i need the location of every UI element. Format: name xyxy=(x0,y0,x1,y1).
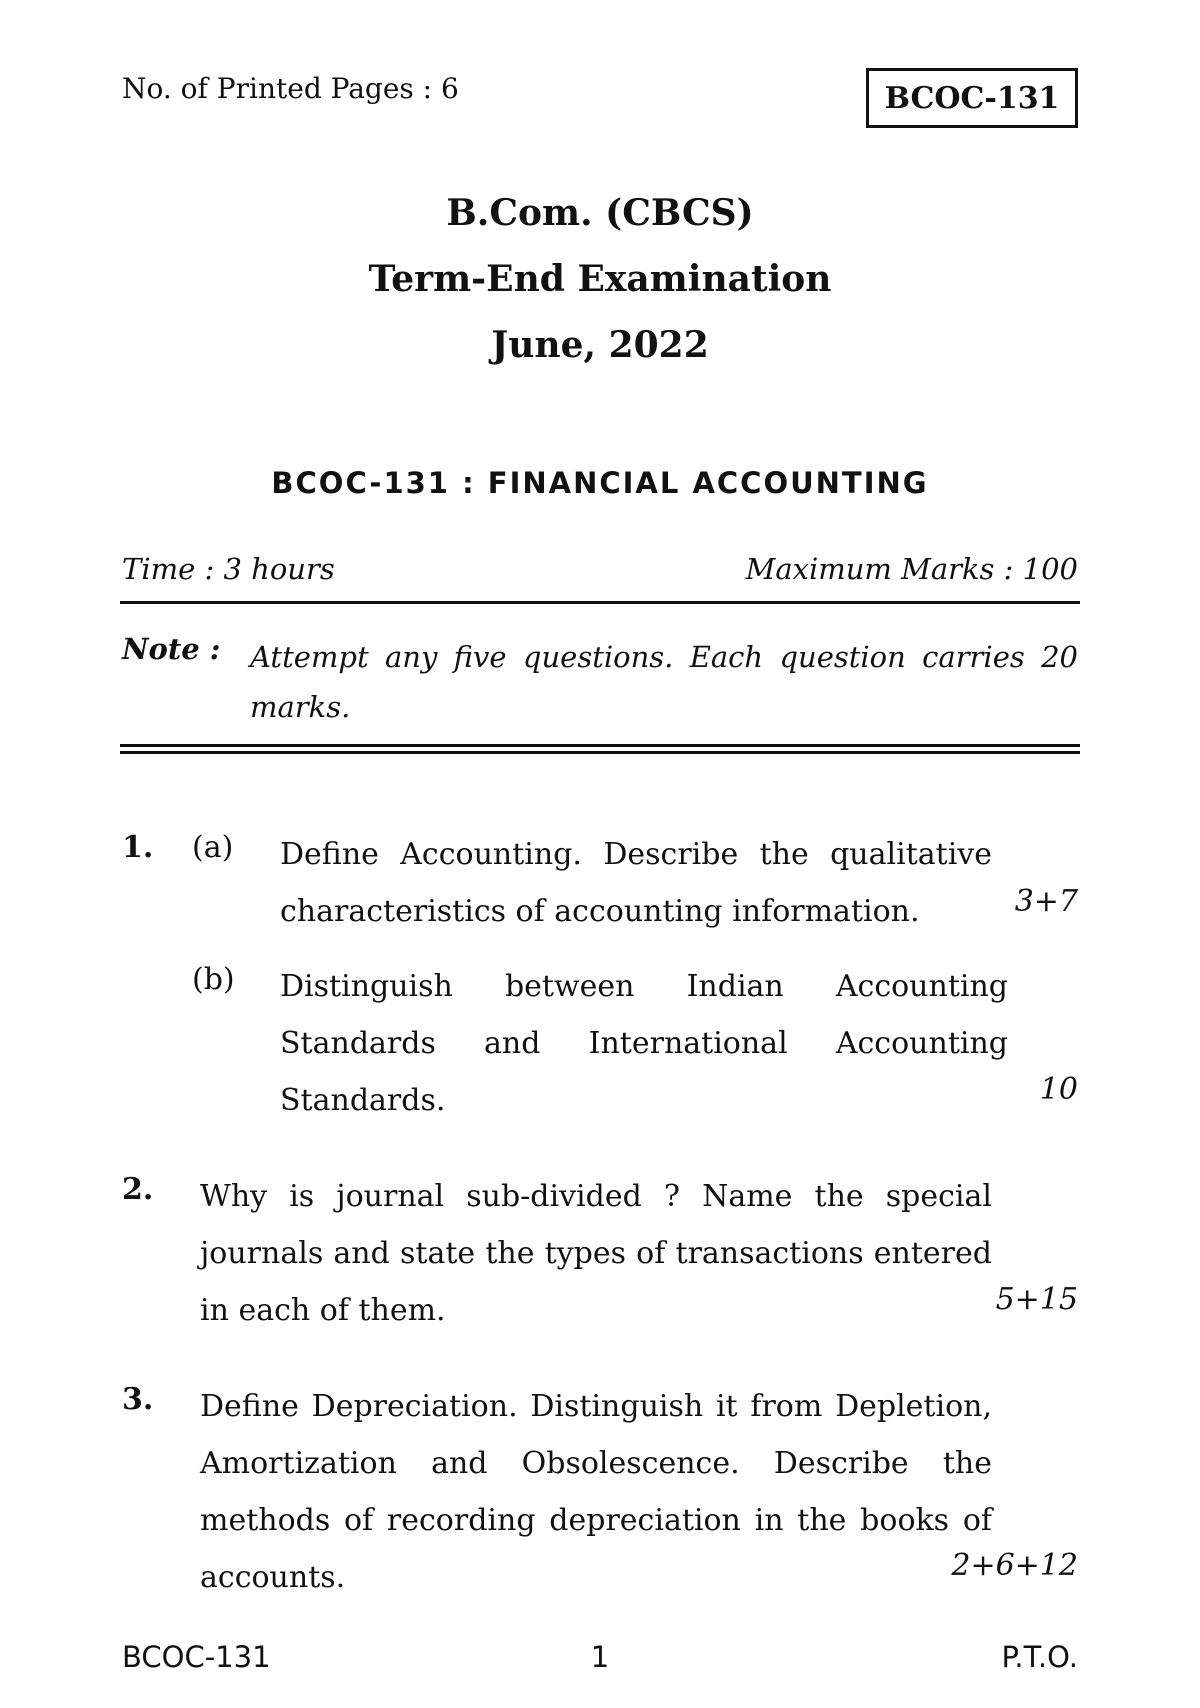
session-title: June, 2022 xyxy=(491,324,709,366)
paper-code-box: BCOC-131 xyxy=(866,68,1078,128)
question-text: Define Accounting. Describe the qualitative characteristics of accounting information. xyxy=(280,837,992,929)
question-marks: 5+15 xyxy=(995,1282,1078,1317)
footer-pto: P.T.O. xyxy=(1001,1640,1078,1674)
subquestion-label: (b) xyxy=(192,962,235,997)
footer-paper-code: BCOC-131 xyxy=(122,1640,271,1674)
question-text: Define Depreciation. Distinguish it from Depletion, Amortization and Obsolescence. Describe the methods of recording depreciation in the books of accounts. xyxy=(200,1389,992,1595)
question-marks: 10 xyxy=(1039,1072,1078,1107)
header-divider xyxy=(120,601,1080,604)
question-text: Distinguish between Indian Accounting Standards and International Accounting Standards. xyxy=(280,969,1008,1118)
question-number: 1. xyxy=(122,830,154,865)
question-marks: 3+7 xyxy=(1014,884,1078,919)
maximum-marks-label: Maximum Marks : 100 xyxy=(745,552,1078,586)
program-title: B.Com. (CBCS) xyxy=(446,192,754,234)
exam-title: Term-End Examination xyxy=(368,258,832,300)
question-number: 3. xyxy=(122,1382,154,1417)
subquestion-label: (a) xyxy=(192,830,234,865)
course-title: BCOC-131 : FINANCIAL ACCOUNTING xyxy=(271,466,929,500)
question-number: 2. xyxy=(122,1172,154,1207)
question-marks: 2+6+12 xyxy=(951,1548,1078,1583)
printed-pages-label: No. of Printed Pages : 6 xyxy=(122,72,459,105)
note-label: Note : xyxy=(122,632,221,666)
question-text: Why is journal sub-divided ? Name the special journals and state the types of transactions entered in each of them. xyxy=(200,1179,992,1328)
note-text: Attempt any five questions. Each question carries 20 marks. xyxy=(250,640,1078,724)
time-label: Time : 3 hours xyxy=(122,552,335,586)
note-double-divider xyxy=(120,744,1080,754)
footer-page-number: 1 xyxy=(590,1640,610,1674)
